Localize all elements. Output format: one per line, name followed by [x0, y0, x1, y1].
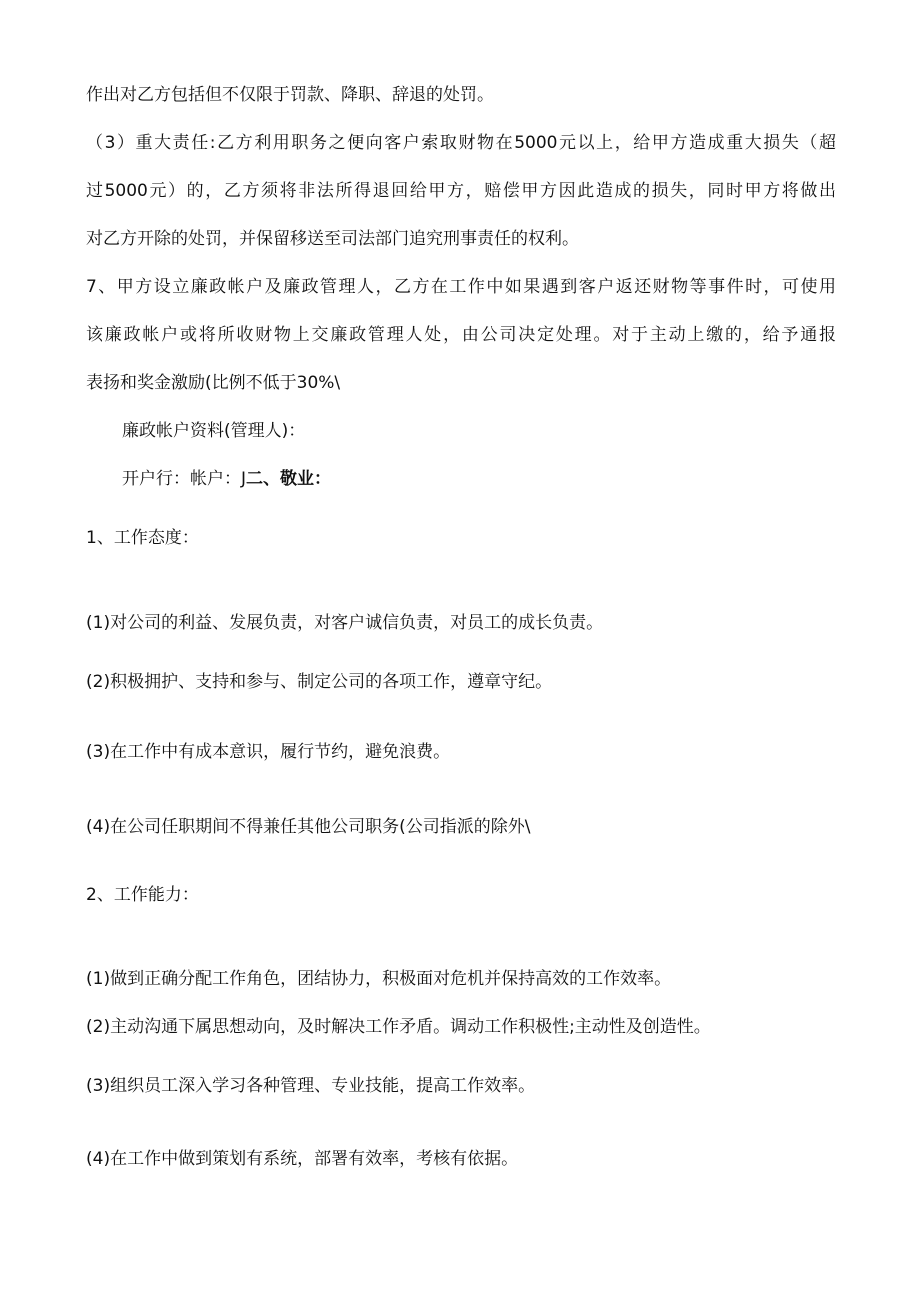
para2-line2: 过5000元）的，乙方须将非法所得退回给甲方，赔偿甲方因此造成的损失，同时甲方将做出 — [86, 181, 836, 201]
section2-item: (4)在工作中做到策划有系统，部署有效率，考核有依据。 — [86, 1149, 519, 1169]
para3-line1: 7、甲方设立廉政帐户及廉政管理人，乙方在工作中如果遇到客户返还财物等事件时，可使用 — [86, 277, 836, 297]
section1-title: 1、工作态度： — [86, 528, 199, 548]
account-info: 廉政帐户资料(管理人)： — [122, 421, 306, 441]
section1-item: (4)在公司任职期间不得兼任其他公司职务(公司指派的除外\ — [86, 817, 531, 837]
para1-line1: 作出对乙方包括但不仅限于罚款、降职、辞退的处罚。 — [86, 85, 494, 105]
bank-line — [122, 468, 331, 490]
section1-item: (2)积极拥护、支持和参与、制定公司的各项工作，遵章守纪。 — [86, 672, 553, 692]
para2-line3: 对乙方开除的处罚，并保留移送至司法部门追究刑事责任的权利。 — [86, 229, 579, 249]
section2-item: (1)做到正确分配工作角色，团结协力，积极面对危机并保持高效的工作效率。 — [86, 969, 672, 989]
para3-line2: 该廉政帐户或将所收财物上交廉政管理人处，由公司决定处理。对于主动上缴的，给予通报 — [86, 325, 836, 345]
section1-item: (1)对公司的利益、发展负责，对客户诚信负责，对员工的成长负责。 — [86, 613, 604, 633]
section-heading-dedication: 二、敬业： — [246, 469, 332, 489]
bank-line-prefix: 开户行：帐户：J — [122, 469, 247, 489]
para3-line3: 表扬和奖金激励(比例不低于30%\ — [86, 373, 341, 393]
section2-item: (2)主动沟通下属思想动向，及时解决工作矛盾。调动工作积极性;主动性及创造性。 — [86, 1017, 711, 1037]
section2-item: (3)组织员工深入学习各种管理、专业技能，提高工作效率。 — [86, 1076, 536, 1096]
section1-item: (3)在工作中有成本意识，履行节约，避免浪费。 — [86, 742, 451, 762]
para2-line1: （3）重大责任:乙方利用职务之便向客户索取财物在5000元以上，给甲方造成重大损失（超 — [86, 133, 836, 153]
section2-title: 2、工作能力： — [86, 885, 199, 905]
